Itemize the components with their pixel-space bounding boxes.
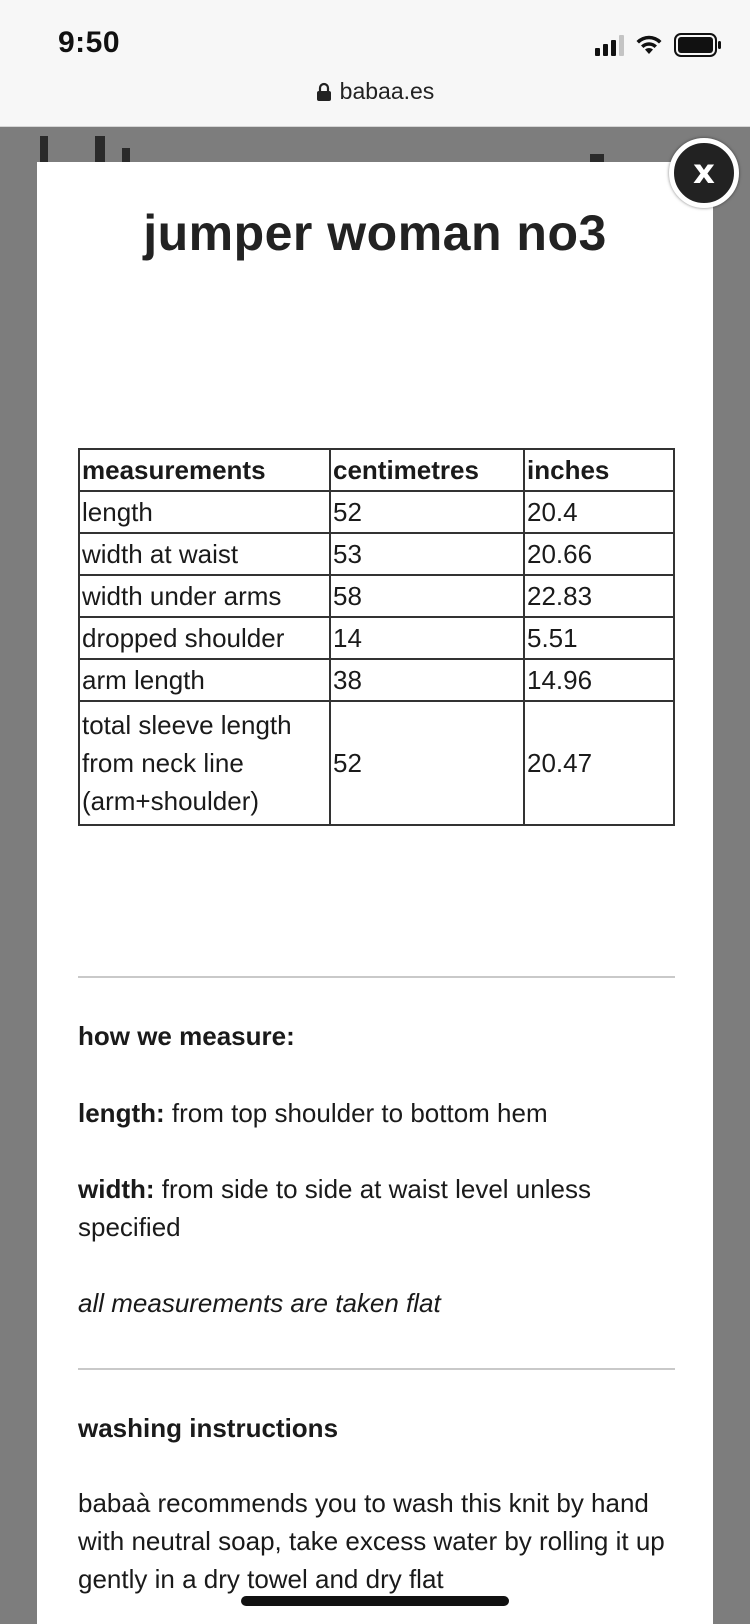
table-cell: total sleeve length from neck line (arm+shoulder): [79, 701, 330, 825]
modal-title: jumper woman no3: [143, 205, 607, 261]
table-cell: 20.47: [524, 701, 674, 825]
address-bar[interactable]: [0, 78, 750, 108]
washing-text: babaà recommends you to wash this knit by hand with neutral soap, take excess water by rolling it up gently in a dry towel and dry flat: [78, 1488, 665, 1594]
table-cell: 38: [330, 659, 524, 701]
width-label: width:: [78, 1174, 155, 1204]
table-header-row: [79, 449, 674, 491]
signal-icon: [595, 34, 624, 56]
width-definition: [78, 1170, 675, 1246]
close-icon: x: [693, 152, 715, 192]
table-cell: 52: [330, 491, 524, 533]
how-we-measure-heading: how we measure:: [78, 1021, 295, 1051]
table-cell: dropped shoulder: [79, 617, 330, 659]
table-row: [79, 701, 674, 825]
table-row: [79, 533, 674, 575]
lock-icon: [316, 81, 332, 108]
status-icons: [595, 30, 722, 60]
length-definition: [78, 1094, 675, 1132]
column-header: inches: [524, 449, 674, 491]
table-cell: 22.83: [524, 575, 674, 617]
column-header: measurements: [79, 449, 330, 491]
length-text: from top shoulder to bottom hem: [164, 1098, 548, 1128]
width-text: from side to side at waist level unless specified: [78, 1174, 591, 1242]
table-cell: 53: [330, 533, 524, 575]
table-cell: 14: [330, 617, 524, 659]
table-cell: 58: [330, 575, 524, 617]
table-cell: arm length: [79, 659, 330, 701]
table-cell: 5.51: [524, 617, 674, 659]
table-cell: 14.96: [524, 659, 674, 701]
close-button[interactable]: [669, 138, 739, 208]
table-row: [79, 659, 674, 701]
column-header: centimetres: [330, 449, 524, 491]
measurements-table: [78, 448, 675, 826]
measurement-note: all measurements are taken flat: [78, 1288, 441, 1318]
table-cell: 20.66: [524, 533, 674, 575]
table-cell: width under arms: [79, 575, 330, 617]
washing-heading: washing instructions: [78, 1413, 339, 1443]
url-text: babaa.es: [339, 78, 435, 104]
section-divider: [78, 976, 675, 978]
wifi-icon: [634, 34, 664, 56]
table-row: [79, 617, 674, 659]
status-time: 9:50: [58, 26, 121, 59]
battery-icon: [674, 33, 722, 57]
table-cell: 52: [330, 701, 524, 825]
table-row: [79, 491, 674, 533]
table-cell: 20.4: [524, 491, 674, 533]
section-divider: [78, 1368, 675, 1370]
table-cell: width at waist: [79, 533, 330, 575]
length-label: length:: [78, 1098, 165, 1128]
browser-chrome: [0, 0, 750, 127]
home-indicator[interactable]: [241, 1596, 509, 1606]
backdrop-page: [0, 126, 750, 166]
table-cell: length: [79, 491, 330, 533]
table-row: [79, 575, 674, 617]
size-guide-modal: [37, 162, 713, 1624]
